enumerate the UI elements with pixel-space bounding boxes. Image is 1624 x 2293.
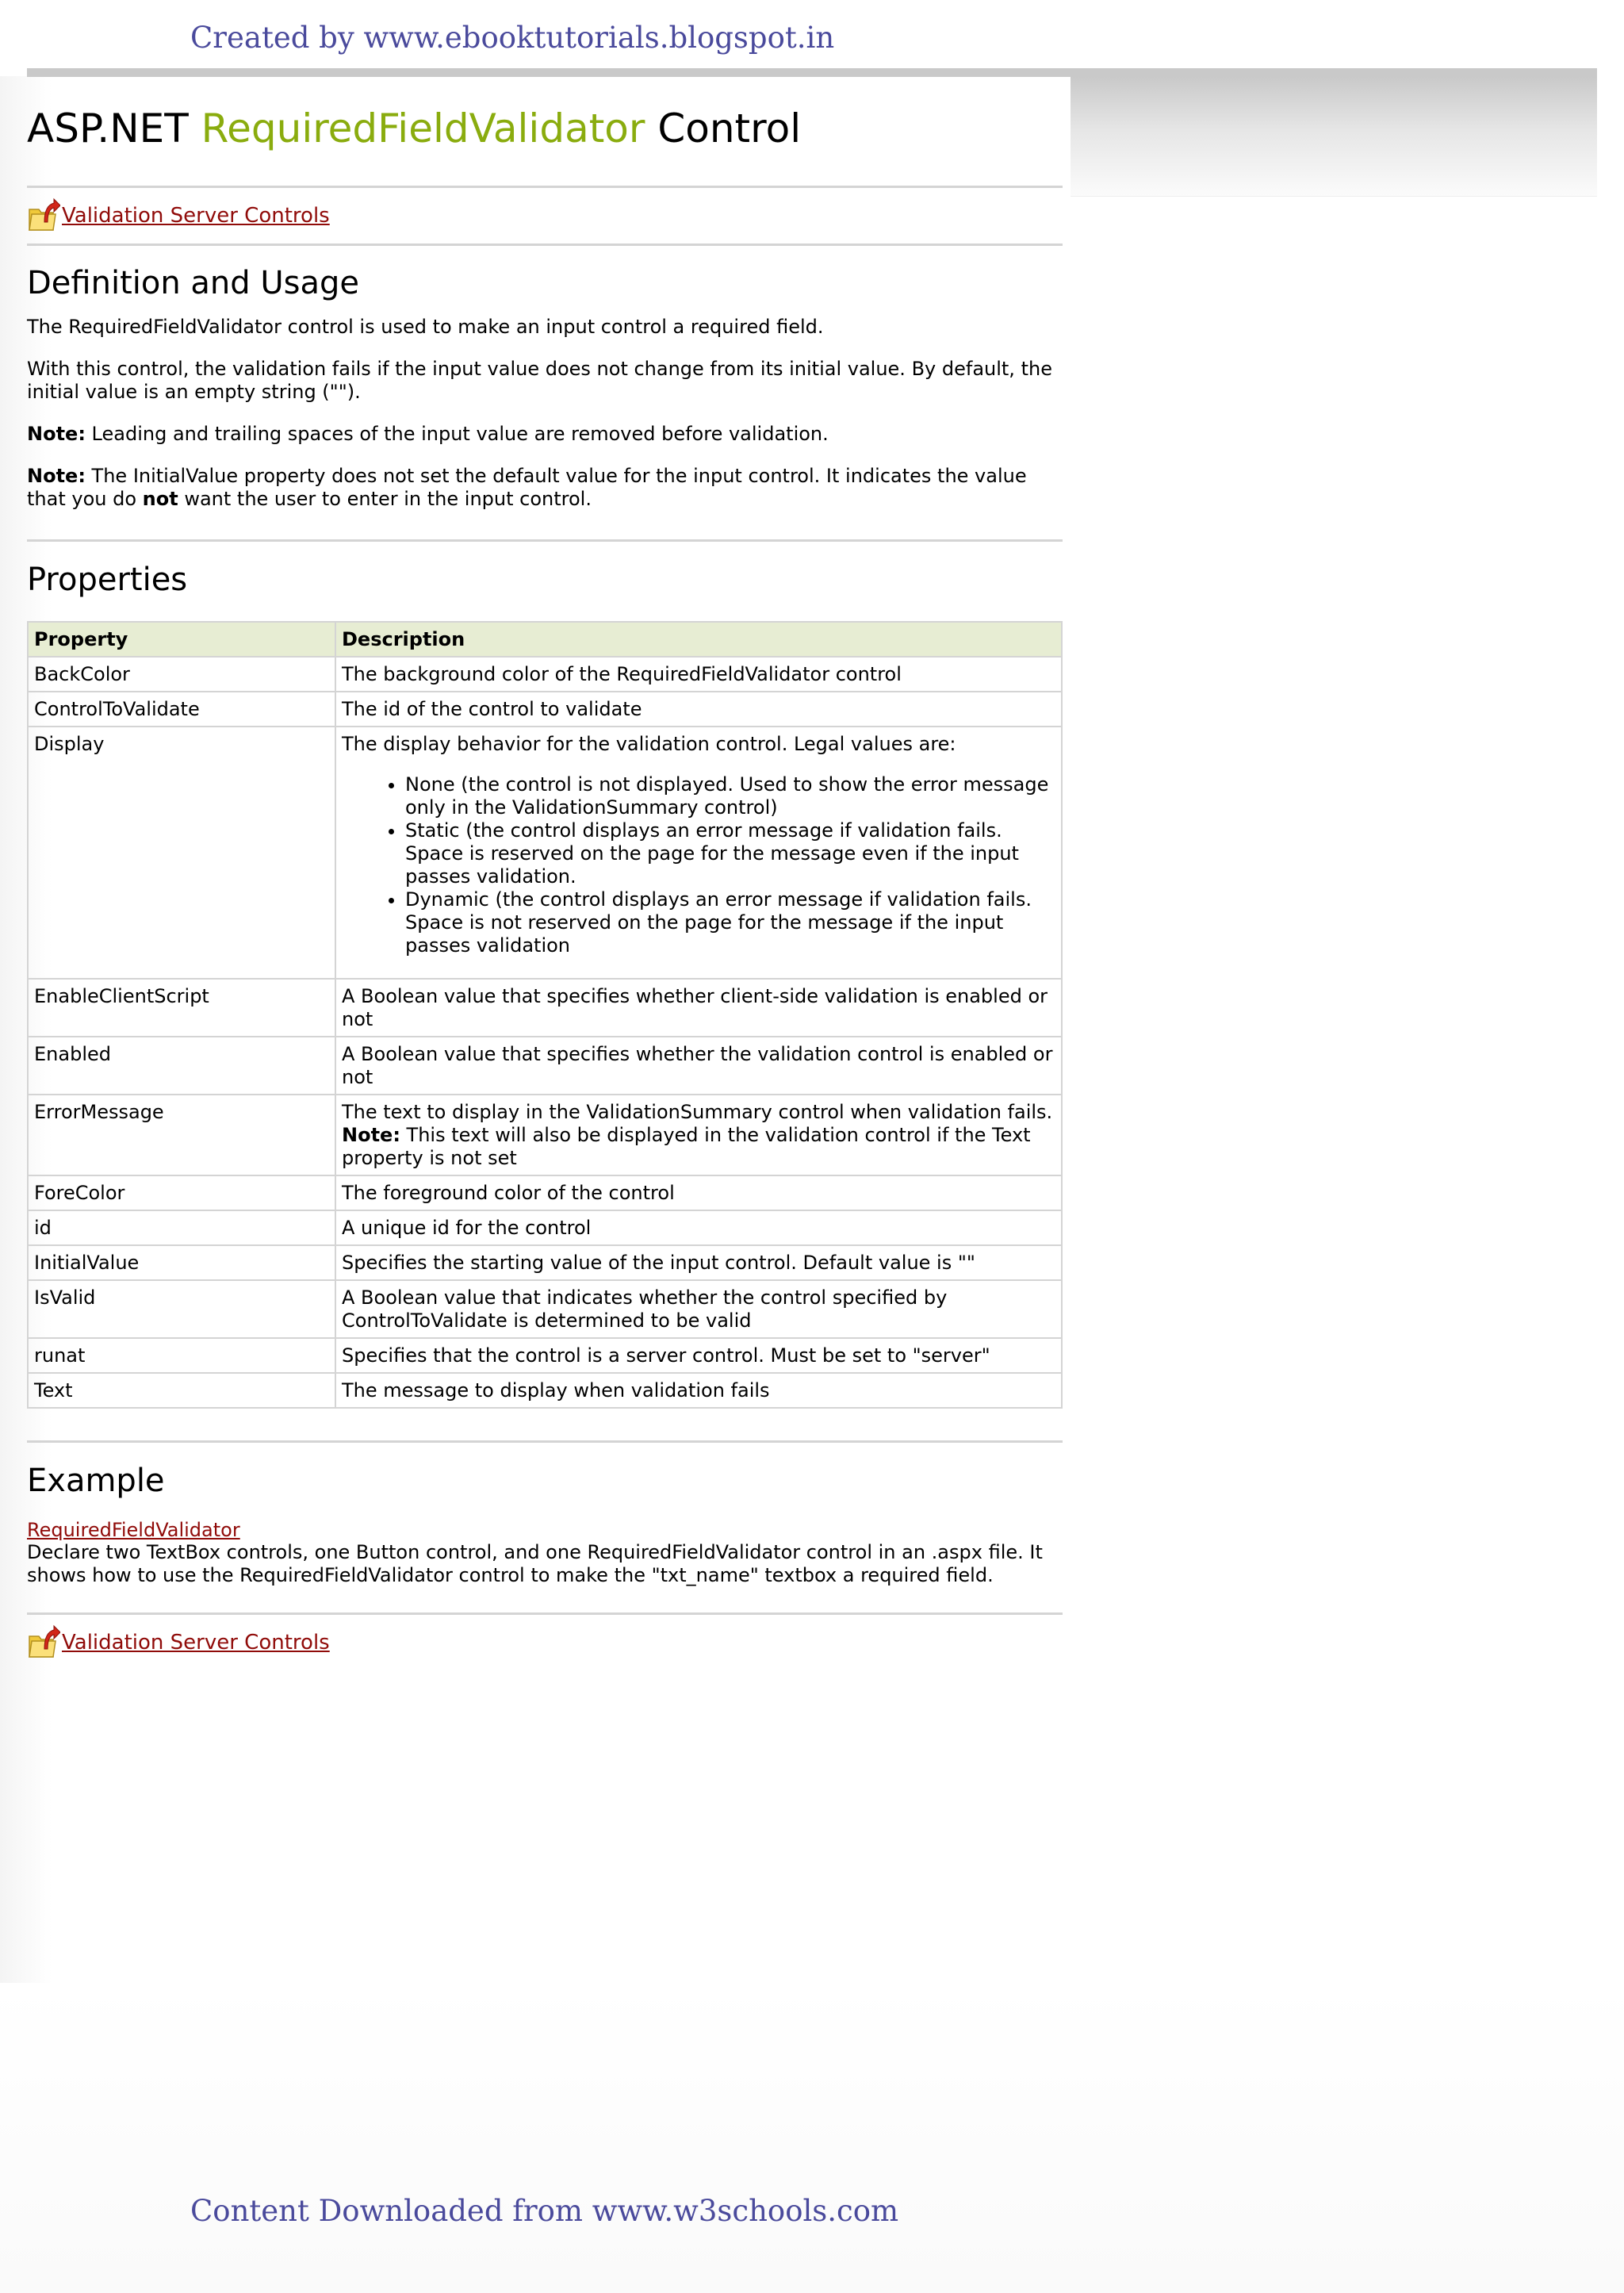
note-label: Note: [27, 423, 86, 445]
validation-server-controls-link[interactable]: Validation Server Controls [62, 204, 330, 228]
bottom-shade [0, 1983, 1624, 2293]
example-link[interactable]: RequiredFieldValidator [27, 1519, 240, 1541]
nav-bottom [27, 1615, 1063, 1670]
table-row [28, 1280, 1062, 1338]
property-description: A Boolean value that specifies whether client-side validation is enabled or not [335, 979, 1062, 1037]
column-header-property: Property [28, 622, 335, 657]
title-suffix: Control [645, 105, 802, 151]
property-description: The message to display when validation fails [335, 1373, 1062, 1408]
table-row [28, 1095, 1062, 1175]
column-header-description: Description [335, 622, 1062, 657]
property-description: The background color of the RequiredFieldValidator control [335, 657, 1062, 692]
table-header-row [28, 622, 1062, 657]
property-name: Display [28, 727, 335, 979]
property-name: Text [28, 1373, 335, 1408]
property-name: BackColor [28, 657, 335, 692]
main-content [27, 77, 1063, 1670]
property-description: Specifies the starting value of the input control. Default value is "" [335, 1245, 1062, 1280]
title-highlight: RequiredFieldValidator [201, 105, 645, 151]
property-name: runat [28, 1338, 335, 1373]
folder-up-arrow-icon [27, 195, 60, 232]
definition-paragraph: The RequiredFieldValidator control is used to make an input control a required field. [27, 316, 824, 338]
definition-heading: Definition and Usage [27, 265, 360, 301]
property-description: Specifies that the control is a server control. Must be set to "server" [335, 1338, 1062, 1373]
property-name: Enabled [28, 1037, 335, 1095]
property-description: A unique id for the control [335, 1210, 1062, 1245]
table-row [28, 979, 1062, 1037]
nav-top [27, 188, 1063, 243]
note-initialvalue: Note: The InitialValue property does not set the default value for the input control. It indicates the value that you do not want the user to enter in the input control. [27, 465, 1027, 510]
watermark-top: Created by www.ebooktutorials.blogspot.in [190, 21, 835, 55]
example-description: Declare two TextBox controls, one Button control, and one RequiredFieldValidator control in an .aspx file. It shows how to use the RequiredFieldValidator control to make the "txt_name" textbox a required field. [27, 1541, 1043, 1586]
properties-section [27, 542, 1063, 1409]
property-name: id [28, 1210, 335, 1245]
initial-value-paragraph: With this control, the validation fails if the input value does not change from its initial value. By default, the initial value is an empty string (""). [27, 358, 1052, 403]
table-row [28, 1175, 1062, 1210]
property-description: A Boolean value that specifies whether the validation control is enabled or not [335, 1037, 1062, 1095]
definition-section [27, 246, 1063, 511]
property-description: The display behavior for the validation control. Legal values are: • None (the control is not displayed. Used to show the error message only in the ValidationSummary control) • Static (the control displays an error message if validation fails. Space is reserved on the page for the message even if the input passes validation. • Dynamic (the control displays an error message if validation fails. Space is not reserved on the page for the message if the input passes validation [335, 727, 1062, 979]
note-spaces: Note: Leading and trailing spaces of the input value are removed before validation. [27, 423, 829, 445]
properties-table [27, 621, 1063, 1409]
table-row [28, 1037, 1062, 1095]
example-section [27, 1443, 1063, 1587]
property-name: ErrorMessage [28, 1095, 335, 1175]
top-rule [27, 68, 1597, 77]
property-name: InitialValue [28, 1245, 335, 1280]
property-description: The id of the control to validate [335, 692, 1062, 727]
page-title [27, 77, 1063, 186]
folder-up-arrow-icon [27, 1622, 60, 1658]
properties-heading: Properties [27, 562, 188, 598]
property-description: The foreground color of the control [335, 1175, 1062, 1210]
header-gray-panel [1071, 77, 1597, 197]
table-row [28, 1338, 1062, 1373]
property-description: The text to display in the ValidationSummary control when validation fails. Note: This text will also be displayed in the validation control if the Text property is not set [335, 1095, 1062, 1175]
validation-server-controls-link[interactable]: Validation Server Controls [62, 1631, 330, 1655]
list-item: • Dynamic (the control displays an error message if validation fails. Space is not reserved on the page for the message if the input passes validation [405, 888, 1056, 957]
table-row [28, 727, 1062, 979]
property-name: ControlToValidate [28, 692, 335, 727]
property-description: A Boolean value that indicates whether the control specified by ControlToValidate is determined to be valid [335, 1280, 1062, 1338]
table-row [28, 657, 1062, 692]
table-row [28, 1373, 1062, 1408]
watermark-bottom: Content Downloaded from www.w3schools.com [190, 2194, 899, 2228]
property-name: IsValid [28, 1280, 335, 1338]
table-row [28, 1245, 1062, 1280]
table-row [28, 1210, 1062, 1245]
note-label: Note: [27, 465, 86, 487]
display-options-list [342, 773, 1056, 957]
property-name: ForeColor [28, 1175, 335, 1210]
property-name: EnableClientScript [28, 979, 335, 1037]
table-row [28, 692, 1062, 727]
example-heading: Example [27, 1463, 165, 1499]
list-item: • Static (the control displays an error message if validation fails. Space is reserved on the page for the message even if the input passes validation. [405, 819, 1056, 888]
title-prefix: ASP.NET [27, 105, 201, 151]
list-item: • None (the control is not displayed. Used to show the error message only in the ValidationSummary control) [405, 773, 1056, 819]
